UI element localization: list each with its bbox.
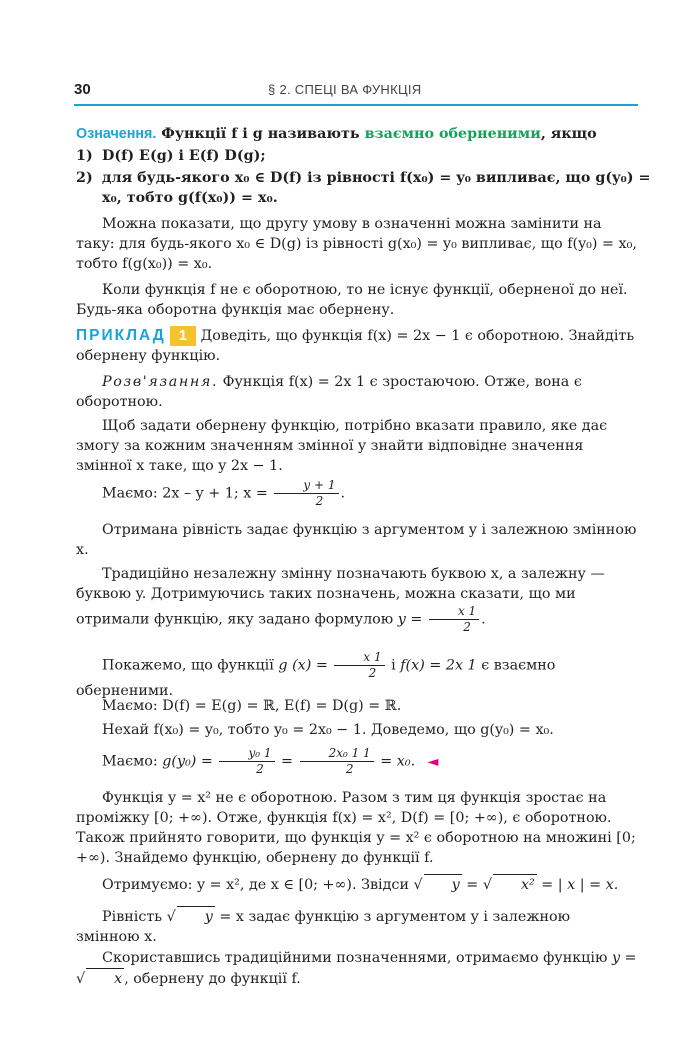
equals-sign: =	[281, 753, 294, 770]
example-number: 1	[170, 326, 196, 346]
solution-label: Розв'язання.	[102, 374, 219, 390]
formula-prefix: Маємо: 2x – y + 1; x =	[102, 485, 268, 502]
denominator: 2	[345, 762, 354, 776]
numerator: y + 1	[274, 478, 338, 494]
formula-lhs: y =	[397, 611, 423, 628]
definition-after: , якщо	[540, 126, 597, 142]
denominator: 2	[315, 494, 324, 508]
tail-paragraph-4: Скориставшись традиційними позначеннями, отримаємо функцію y = √ x , обернену до функції f.	[76, 950, 637, 987]
formula-lhs: y =	[611, 950, 637, 966]
sqrt-content: x	[86, 968, 124, 989]
solution-paragraph-6	[76, 650, 638, 701]
example-task	[76, 326, 638, 366]
paragraph-text: Рівність	[102, 909, 163, 925]
definition-item-1	[76, 146, 638, 166]
definition-item-2	[76, 168, 664, 208]
solution-paragraph-8: Нехай f(x₀) = y₀, тобто y₀ = 2x₀ − 1. Доведемо, що g(y₀) = x₀.	[102, 722, 554, 738]
definition-intro-text: Функції f і g називають	[161, 126, 360, 142]
sqrt-content: y	[424, 874, 462, 895]
tail-paragraph-1: Функція y = x² не є оборотною. Разом з тим ця функція зростає на проміжку [0; +∞). Отже, функція f(x) = x², D(f) = [0; +∞), є оборотною. Також прийнято говорити, що функція y = x² є оборотною на множині [0; +∞). Знайдемо функцію, обернену до функції f.	[76, 790, 636, 866]
paragraph-suffix: , обернену до функції f.	[124, 971, 301, 987]
definition-term: взаємно оберненими	[364, 126, 541, 142]
numerator: x 1	[429, 604, 479, 620]
denominator: 2	[463, 620, 471, 634]
numerator: y₀ 1	[219, 746, 274, 762]
item-number: 2)	[76, 170, 93, 186]
item-number: 1)	[76, 148, 93, 164]
definition-intro	[76, 124, 638, 144]
denominator: 2	[368, 666, 377, 680]
formula-end: = | x | = x.	[541, 877, 619, 893]
fraction	[219, 746, 274, 777]
tail-paragraph-2: Отримуємо: y = x², де x ∈ [0; +∞). Звідси √ y = √ x² = | x | = x.	[76, 874, 638, 895]
example-label: ПРИКЛАД	[76, 327, 166, 344]
formula-prefix: Маємо:	[102, 753, 158, 770]
numerator: 2x₀ 1 1	[300, 746, 374, 762]
item-text: D(f) E(g) і E(f) D(g);	[102, 148, 266, 164]
fraction	[300, 746, 374, 777]
paragraph-text: Покажемо, що функції	[102, 657, 274, 674]
tail-paragraph-3: Рівність √ y = x задає функцію з аргументом y і залежною змінною x.	[76, 906, 638, 947]
paragraph-text: Отримуємо: y = x², де x ∈ [0; +∞). Звідси	[102, 877, 409, 893]
end-of-solution-icon: ◄	[427, 753, 439, 770]
fraction	[429, 604, 479, 635]
formula-g: g(y₀) =	[162, 753, 213, 770]
paragraph-text: Традиційно незалежну змінну позначають буквою x, а залежну — буквою y. Дотримуючись таких позначень, можна сказати, що ми отримали функцію, яку задано формулою	[76, 566, 605, 628]
formula-f: f(x) = 2x 1	[400, 657, 477, 674]
numerator: x 1	[334, 650, 384, 666]
paragraph-suffix: є взаємно оберненими.	[76, 657, 556, 699]
formula-suffix: .	[340, 485, 346, 502]
example-task-text: Доведіть, що функція f(x) = 2x − 1 є оборотною. Знайдіть обернену функцію.	[76, 328, 635, 364]
paragraph-text: Скориставшись традиційними позначеннями, отримаємо функцію	[102, 950, 608, 966]
sqrt-content: y	[177, 906, 215, 927]
paragraph-1: Можна показати, що другу умову в означенні можна замінити на таку: для будь-якого x₀ ∈ D(g) із рівності g(x₀) = y₀ випливає, що f(y₀) = x₀, тобто f(g(x₀)) = x₀.	[76, 216, 637, 272]
page-header	[74, 78, 638, 100]
section-title: § 2. СПЕЦІ ВА ФУНКЦІЯ	[268, 82, 422, 97]
fraction	[274, 478, 338, 509]
formula-end: = x₀.	[380, 753, 416, 770]
formula-g: g (x) =	[278, 657, 328, 674]
page-number: 30	[74, 81, 91, 98]
solution-paragraph-5: Традиційно незалежну змінну позначають буквою x, а залежну — буквою y. Дотримуючись таких позначень, можна сказати, що ми отримали функцію, яку задано формулою y = $\frac{x 1}{2}$ .	[76, 566, 605, 634]
fraction	[334, 650, 384, 681]
paragraph-2: Коли функція f не є оборотною, то не існує функції, оберненої до неї. Будь-яка оборотна функція має обернену.	[76, 282, 628, 318]
solution-formula-2	[76, 746, 638, 777]
conjunction: і	[391, 657, 396, 674]
solution-start	[76, 372, 638, 412]
solution-formula-1	[76, 478, 638, 509]
definition-label: Означення.	[76, 126, 157, 142]
solution-paragraph-2: Щоб задати обернену функцію, потрібно вказати правило, яке дає змогу за кожним значенням змінної y знайти відповідне значення змінної x таке, що y 2x − 1.	[76, 418, 608, 474]
solution-text: Функція f(x) = 2x 1 є зростаючою. Отже, вона є оборотною.	[76, 374, 582, 410]
sqrt-content: x²	[493, 874, 537, 895]
paragraph-rest: = x задає функцію з аргументом y і залежною змінною x.	[76, 909, 571, 945]
solution-paragraph-4: Отримана рівність задає функцію з аргументом y і залежною змінною x.	[76, 522, 637, 558]
item-text: для будь-якого x₀ ∈ D(f) із рівності f(x₀) = y₀ випливає, що g(y₀) = x₀, тобто g(f(x₀)) = x₀.	[102, 170, 651, 206]
denominator: 2	[256, 762, 264, 776]
equals-sign: =	[466, 877, 479, 893]
solution-paragraph-7: Маємо: D(f) = E(g) = ℝ, E(f) = D(g) = ℝ.	[102, 698, 402, 714]
header-rule	[74, 104, 638, 106]
